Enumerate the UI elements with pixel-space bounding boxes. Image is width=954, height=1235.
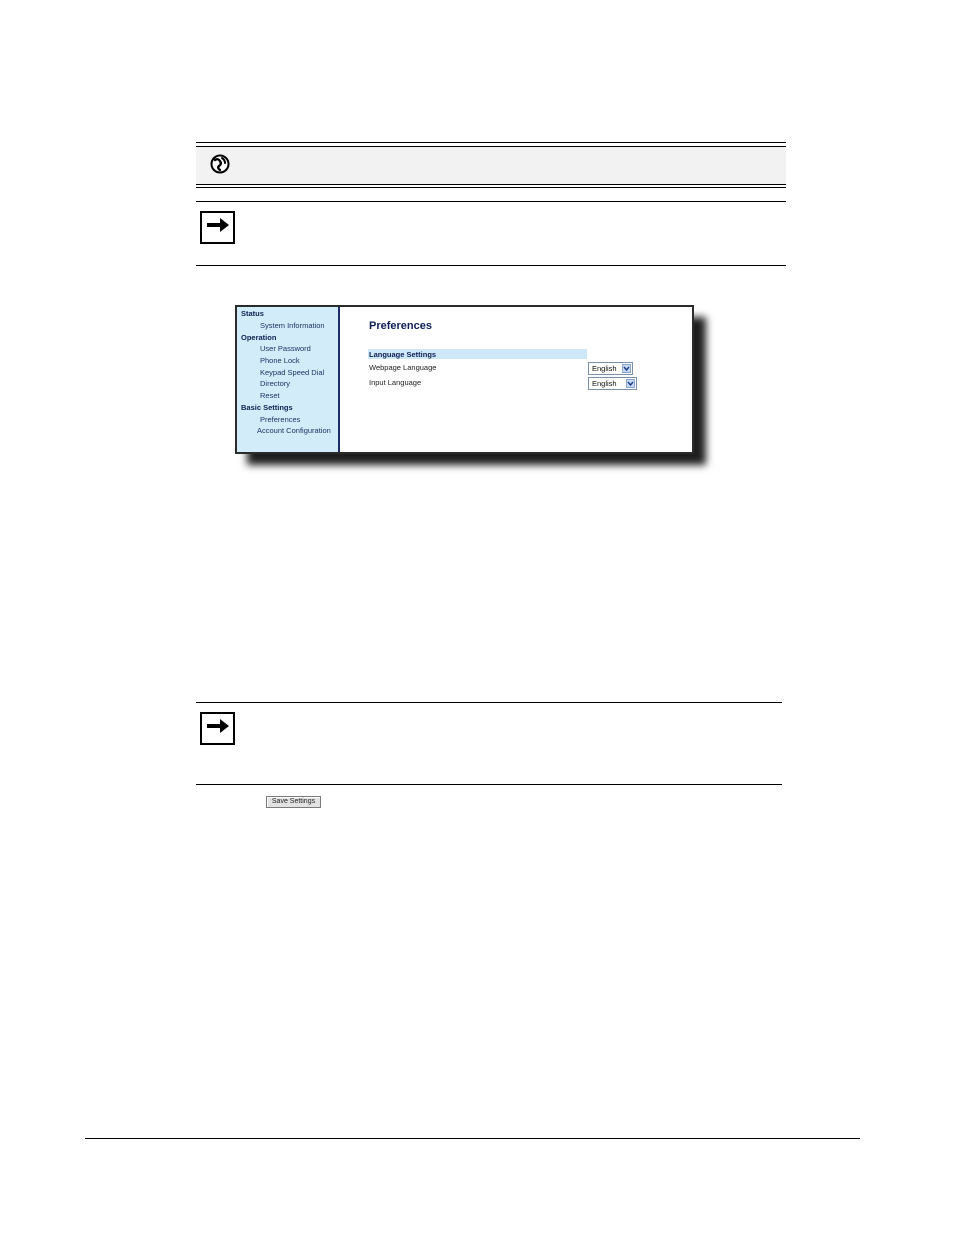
arrow-right-icon	[207, 719, 229, 738]
note-icon-box	[200, 211, 235, 244]
arrow-right-icon	[207, 218, 229, 237]
input-language-select[interactable]	[588, 377, 637, 390]
band-bottom-rule	[196, 187, 786, 188]
page-title: Preferences	[369, 320, 432, 332]
footer-rule	[85, 1138, 860, 1139]
note2-rule-bottom	[196, 784, 782, 785]
save-settings-button[interactable]: Save Settings	[266, 796, 321, 808]
webpage-language-value: English	[592, 364, 617, 373]
nav-item-reset[interactable]: Reset	[260, 391, 280, 400]
nav-section-status[interactable]: Status	[241, 309, 264, 318]
nav-item-directory[interactable]: Directory	[260, 379, 291, 388]
nav-section-basic-settings[interactable]: Basic Settings	[241, 403, 293, 412]
webpage-language-label: Webpage Language	[369, 363, 437, 372]
webpage-language-select[interactable]	[588, 362, 633, 375]
chevron-down-icon[interactable]	[626, 379, 635, 388]
globe-phone-icon	[210, 154, 230, 174]
nav-section-operation[interactable]: Operation	[241, 333, 277, 342]
web-ui-content	[340, 307, 692, 452]
nav-item-phone-lock[interactable]: Phone Lock	[260, 356, 300, 365]
input-language-label: Input Language	[369, 378, 422, 387]
nav-item-system-information[interactable]: System Information	[260, 321, 325, 330]
nav-item-account-configuration[interactable]: Account Configuration	[257, 426, 331, 435]
note2-icon-box	[200, 712, 235, 745]
web-ui-nav	[237, 307, 340, 452]
section-header-language-settings: Language Settings	[369, 350, 437, 359]
note-rule-bottom	[196, 265, 786, 266]
nav-item-preferences[interactable]: Preferences	[260, 415, 301, 424]
note2-rule-top	[196, 702, 782, 703]
chevron-down-icon[interactable]	[622, 364, 631, 373]
input-language-value: English	[592, 379, 617, 388]
web-ui-screenshot	[235, 305, 694, 454]
note-rule-top	[196, 201, 786, 202]
nav-item-user-password[interactable]: User Password	[260, 344, 311, 353]
tip-band	[196, 146, 786, 185]
top-rule	[196, 142, 786, 143]
nav-item-keypad-speed-dial[interactable]: Keypad Speed Dial	[260, 368, 325, 377]
